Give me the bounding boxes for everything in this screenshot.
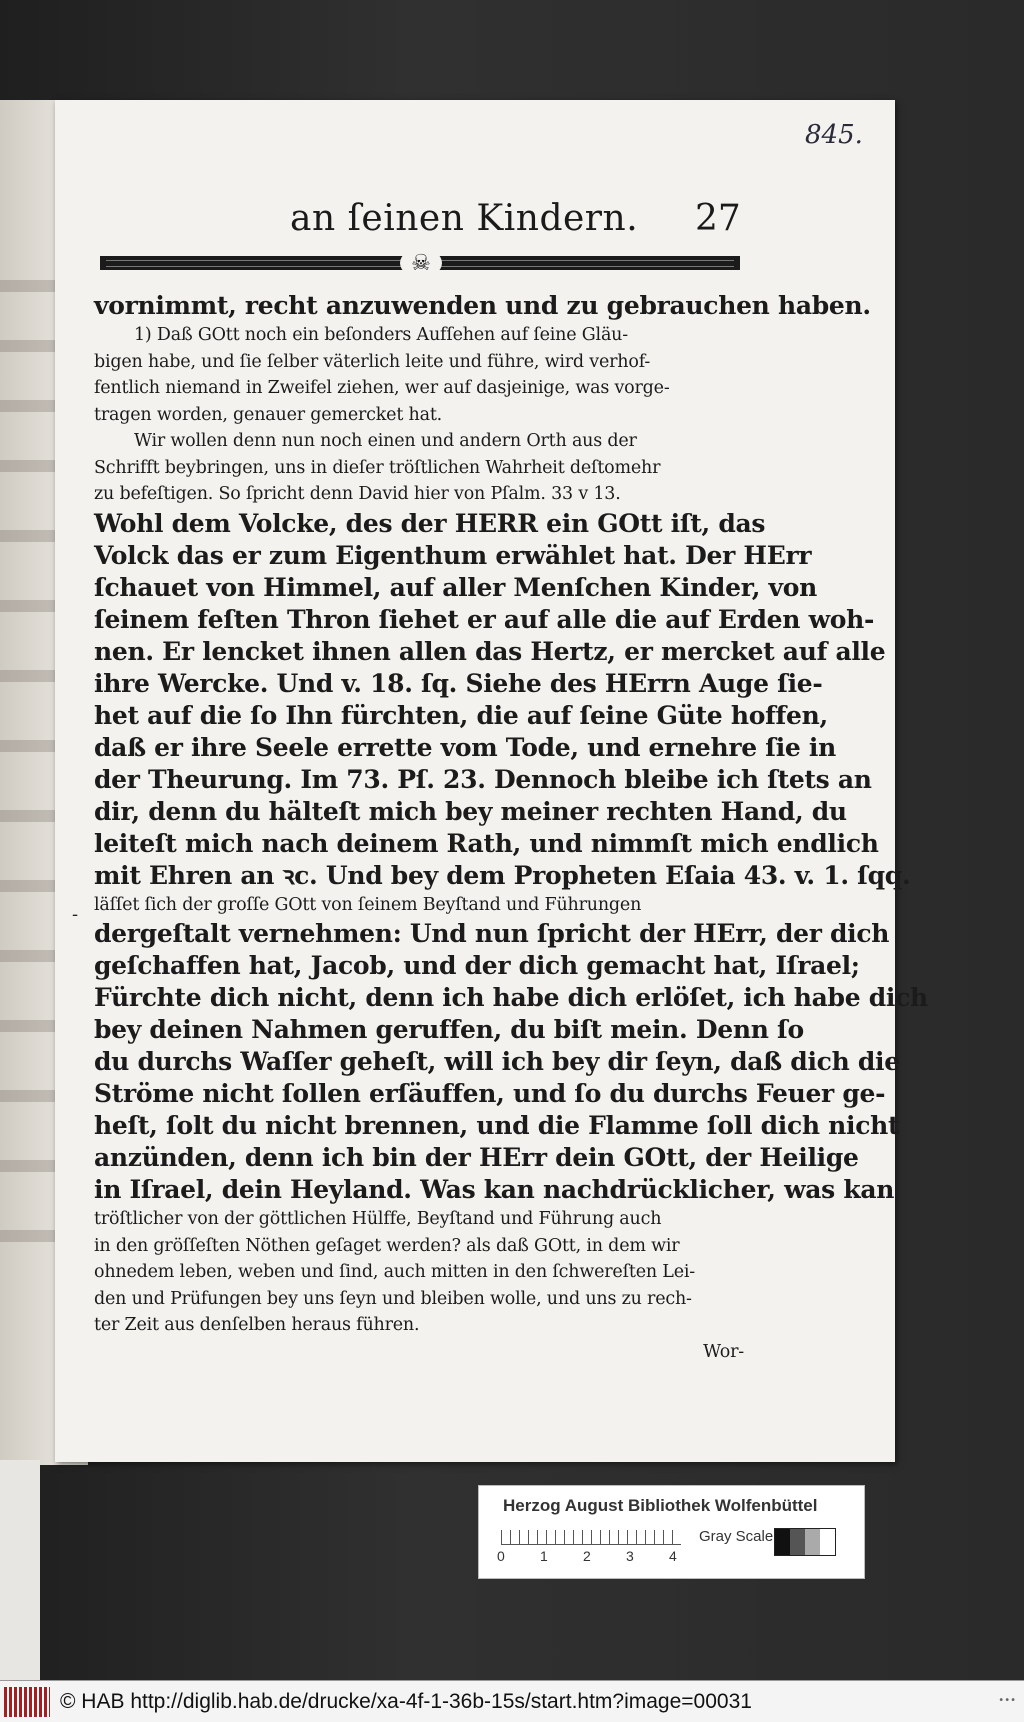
header-rule xyxy=(100,252,740,274)
library-name: Herzog August Bibliothek Wolfenbüttel xyxy=(503,1496,818,1515)
text-line: fentlich niemand in Zweifel ziehen, wer auf dasjeinige, was vorge- xyxy=(94,378,670,398)
ruler-tick-label: 3 xyxy=(626,1548,634,1564)
text-line: läſſet ſich der groſſe GOtt von ſeinem Beyſtand und Führungen xyxy=(94,894,642,915)
text-line: Wohl dem Volcke, des der HERR ein GOtt iſt, das xyxy=(94,508,766,538)
text-line: in den gröſſeſten Nöthen geſaget werden? als daß GOtt, in dem wir xyxy=(94,1235,680,1256)
text-line: ſchauet von Himmel, auf aller Menſchen Kinder, von xyxy=(94,572,818,602)
text-line: dergeſtalt vernehmen: Und nun ſpricht der HErr, der dich xyxy=(94,919,890,948)
text-line: ohnedem leben, weben und ſind, auch mitten in den ſchwereſten Lei- xyxy=(94,1262,695,1282)
more-dots-icon[interactable]: ••• xyxy=(998,1695,1016,1706)
ruler-tick-label: 0 xyxy=(497,1548,505,1564)
text-line: anzünden, denn ich bin der HErr dein GOtt, der Heilige xyxy=(94,1143,859,1172)
text-line: bigen habe, und ſie ſelber väterlich leite und führe, wird verhof- xyxy=(94,351,651,372)
text-line: Volck das er zum Eigenthum erwählet hat. Der HErr xyxy=(94,540,812,570)
viewer-footer xyxy=(0,1680,1024,1722)
text-line: daß er ihre Seele errette vom Tode, und ernehre ſie in xyxy=(94,732,836,762)
text-line: Schrifft beybringen, uns in dieſer tröſtlichen Wahrheit deſtomehr xyxy=(94,457,661,478)
text-line: ſeinem feſten Thron ſiehet er auf alle die auf Erden woh- xyxy=(94,604,875,634)
hab-logo-icon[interactable] xyxy=(4,1687,50,1717)
text-line: dir, denn du hälteſt mich bey meiner rechten Hand, du xyxy=(94,796,847,826)
text-line: in Iſrael, dein Heyland. Was kan nachdrücklicher, was kan xyxy=(94,1175,895,1204)
text-line: du durchs Waſſer geheſt, will ich bey dir ſeyn, daß dich die xyxy=(94,1047,900,1076)
body-text xyxy=(94,290,928,1365)
text-line: ter Zeit aus denſelben heraus führen. xyxy=(94,1315,420,1335)
text-line: leiteſt mich nach deinem Rath, und nimmſt mich endlich xyxy=(94,828,879,858)
page-number: 27 xyxy=(695,198,741,239)
text-line: 1) Daß GOtt noch ein beſonders Aufſehen auf ſeine Gläu- xyxy=(134,325,628,345)
text-line: nen. Er lencket ihnen allen das Hertz, er mercket auf alle xyxy=(94,636,886,666)
color-calibration-card xyxy=(478,1485,865,1579)
text-line: bey deinen Nahmen geruffen, du biſt mein. Denn ſo xyxy=(94,1015,804,1044)
text-line: tragen worden, genauer gemercket hat. xyxy=(94,404,443,425)
ruler-scale xyxy=(501,1530,681,1545)
text-line: Fürchte dich nicht, denn ich habe dich erlöſet, ich habe dich xyxy=(94,983,928,1012)
text-line: geſchaffen hat, Jacob, und der dich gemacht hat, Iſrael; xyxy=(94,951,860,980)
text-line: mit Ehren an ꝛc. Und bey dem Propheten Eſaia 43. v. 1. ſqq. xyxy=(94,860,911,890)
text-line: vornimmt, recht anzuwenden und zu gebrauchen haben. xyxy=(94,291,871,320)
text-line: Wir wollen denn nun noch einen und andern Orth aus der xyxy=(134,431,637,451)
gray-scale-swatch xyxy=(774,1528,836,1556)
text-line: heſt, ſolt du nicht brennen, und die Flamme ſoll dich nicht xyxy=(94,1111,900,1140)
ruler-tick-label: 2 xyxy=(583,1548,591,1564)
gray-patch xyxy=(790,1529,805,1555)
ruler-tick-label: 1 xyxy=(540,1548,548,1564)
text-line: der Theurung. Im 73. Pſ. 23. Dennoch bleibe ich ſtets an xyxy=(94,764,872,794)
text-line: Ströme nicht ſollen erſäuffen, und ſo du durchs Feuer ge- xyxy=(94,1079,886,1108)
gray-patch xyxy=(775,1529,790,1555)
gray-patch xyxy=(820,1529,835,1555)
text-line: het auf die ſo Ihn fürchten, die auf ſeine Güte hoffen, xyxy=(94,700,828,730)
running-head: an ſeinen Kindern. xyxy=(290,198,639,239)
text-line: Wor- xyxy=(703,1341,744,1362)
gray-scale-label: Gray Scale xyxy=(699,1528,774,1545)
ruler-tick-label: 4 xyxy=(669,1548,677,1564)
text-line: den und Prüfungen bey uns ſeyn und bleiben wolle, und uns zu rech- xyxy=(94,1288,692,1309)
source-credit-link[interactable]: © HAB http://diglib.hab.de/drucke/xa-4f-1-36b-15s/start.htm?image=00031 xyxy=(60,1689,752,1713)
handwritten-folio: 845. xyxy=(805,120,863,150)
margin-mark: - xyxy=(72,904,79,925)
text-line: tröſtlicher von der göttlichen Hülffe, Beyſtand und Führung auch xyxy=(94,1209,662,1229)
facing-page-corner xyxy=(0,1460,40,1680)
gray-patch xyxy=(805,1529,820,1555)
skull-ornament-icon: ☠ xyxy=(400,248,442,278)
text-line: zu befeſtigen. So ſpricht denn David hier von Pſalm. 33 v 13. xyxy=(94,484,621,504)
text-line: ihre Wercke. Und v. 18. ſq. Siehe des HErrn Auge ſie- xyxy=(94,668,823,698)
